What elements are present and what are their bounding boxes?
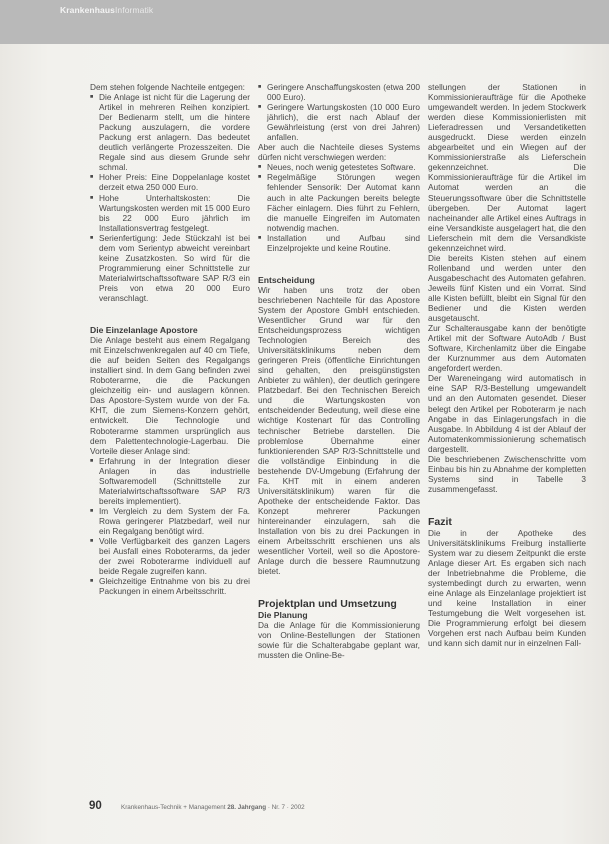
list-item: ■ Geringere Wartungskosten (10 000 Euro jährlich), die erst nach Ablauf der Gewährleistung (erst von drei Jahren) anfallen. bbox=[258, 102, 420, 142]
subsection-heading: Die Planung bbox=[258, 610, 308, 621]
footer-citation: Krankenhaus-Technik + Management 28. Jahrgang · Nr. 7 · 2002 bbox=[121, 804, 305, 811]
column-1 bbox=[90, 82, 250, 596]
list-item: ■ Die Anlage ist nicht für die Lagerung der Artikel in mehreren Reihen konzipiert. Der Bedienarm stellt, um die hintere Packung auszulagern, die vordere Packung erst anlagern. Das bedeutet deutlich verlängerte Prozesszeiten. Die Regale sind aus diesem Grunde sehr schmal. bbox=[90, 92, 250, 172]
advantages-list-cont bbox=[258, 82, 420, 142]
header-subtitle: Informatik bbox=[114, 5, 154, 15]
footer-journal: Krankenhaus-Technik + Management bbox=[121, 804, 226, 811]
paragraph: stellungen der Stationen in Kommissionieraufträge für die Apotheke umgewandelt werden. In jedem Stockwerk werden diese Kommissionierlisten mit Lieferadressen und Versandetiketten ausgedruckt. Diese werden einzeln abgearbeitet und ein Wiegen auf der Kommissionierstraße als Lieferschein gekennzeichnet. Die Kommissionieraufträge für die Artikel im Automat werden an die Steuerungssoftware über die Schnittstelle übergeben. Der Automat lagert nacheinander alle Artikel eines Auftrags in eine Versandkiste ausgelagert hat, die den Lieferschein mit dem die Versandkiste gekennzeichnet wird. bbox=[428, 82, 586, 253]
footer-issue: Nr. 7 · 2002 bbox=[271, 804, 305, 811]
paragraph: Da die Anlage für die Kommissionierung von Online-Bestellungen der Stationen sowie für die Schalterabgabe geplant war, mussten die Online-Be- bbox=[258, 620, 420, 661]
list-item: ■ Volle Verfügbarkeit des ganzen Lagers bei Ausfall eines Roboterarms, da jeder der zwei Roboterarme individuell auf beide Regale zugreifen kann. bbox=[90, 536, 250, 576]
disadvantages-list bbox=[90, 92, 250, 303]
section-title: Fazit bbox=[428, 515, 452, 528]
paragraph: Die bereits Kisten stehen auf einem Rollenband und werden unter den Ausgabeschacht des Automaten gefahren. Jeweils fünf Kisten und ein Vorrat. Sind alle Kisten befüllt, bleibt ein Signal für den Bediener und die Kisten werden ausgetauscht. bbox=[428, 252, 586, 324]
column-3 bbox=[428, 82, 586, 648]
list-item: ■ Gleichzeitige Entnahme von bis zu drei Packungen in einem Arbeitsschritt. bbox=[90, 576, 250, 596]
list-item: ■ Im Vergleich zu dem System der Fa. Rowa geringerer Platzbedarf, weil nur ein Regalgang benötigt wird. bbox=[90, 506, 250, 536]
paragraph: Dem stehen folgende Nachteile entgegen: bbox=[90, 82, 245, 92]
paragraph: Der Wareneingang wird automatisch in eine SAP R/3-Bestellung umgewandelt und an den Automaten gesendet. Dieser belegt den Artikel per Roboterarm je nach Angabe in das Einlagerungsfach in die Ausgabe. In Abbildung 4 ist der Ablauf der Automatenkommissionierung schematisch dargestellt. bbox=[428, 373, 586, 454]
advantages-list bbox=[90, 456, 250, 597]
footer-volume: 28. Jahrgang bbox=[227, 804, 267, 811]
list-item: ■ Regelmäßige Störungen wegen fehlender Sensorik: Der Automat kann auch in alte Packungen bereits belegte Fächer einlagern. Dies führt zu Fehlern, die manuelle Eingreifen im Automaten notwendig machen. bbox=[258, 172, 420, 232]
list-item: ■ Hohe Unterhaltskosten: Die Wartungskosten werden mit 15 000 Euro bis 22 000 Euro jährlich im Installationsvertrag festgelegt. bbox=[90, 193, 250, 233]
list-item: ■ Serienfertigung: Jede Stückzahl ist bei dem vom Serientyp abweicht vereinbart keine Zusatzkosten. So wird für die Programmierung einer Schnittstelle zur Materialwirtschaftssoftware SAP R/3 ein Preis von etwa 20 000 Euro veranschlagt. bbox=[90, 233, 250, 303]
paragraph: Die Anlage besteht aus einem Regalgang mit Einzelschwenkregalen auf 40 cm Tiefe, die auf beiden Seiten des Regalgangs installiert sind. In dem Gang befinden zwei Roboterarme, die die Packungen gleichzeitig ein- und auslagern können. Das Apostore-System wurde von der Fa. KHT, die zum Siemens-Konzern gehört, entwickelt. Die Technologie und Roboterarme stammen ursprünglich aus dem Palettentechnologie-Lagerbau. Die Vorteile dieser Anlage sind: bbox=[90, 335, 250, 456]
section-title: Projektplan und Umsetzung bbox=[258, 598, 397, 611]
header-bar bbox=[0, 0, 609, 44]
disadvantages-list bbox=[258, 162, 420, 252]
paragraph: Zur Schalterausgabe kann der benötigte Artikel mit der Software AutoAdb / Bust Software, Kirchenlamitz über die Eingabe der Kurznummer aus dem Automaten angefordert werden. bbox=[428, 323, 586, 374]
list-item: ■ Hoher Preis: Eine Doppelanlage kostet derzeit etwa 250 000 Euro. bbox=[90, 172, 250, 192]
paragraph: Die beschriebenen Zwischenschritte vom Einbau bis hin zu Abnahme der kompletten Systems sind in Tabelle 3 zusammengefasst. bbox=[428, 453, 586, 494]
column-2 bbox=[258, 82, 420, 660]
list-item: ■ Neues, noch wenig getestetes Software. bbox=[258, 162, 420, 172]
running-header bbox=[60, 5, 153, 15]
section-heading: Entscheidung bbox=[258, 274, 315, 285]
list-item: ■ Geringere Anschaffungskosten (etwa 200 000 Euro). bbox=[258, 82, 420, 102]
paragraph: Die in der Apotheke des Universitätsklinikums Freiburg installierte System war zu diesem Zeitpunkt die erste Anlage dieser Art. Es ergaben sich nach der Inbetriebnahme die Probleme, die systembedingt durch zu erwarten, wenn eine Anlage als Einzelanlage projektiert ist und keine Installation in einer Testumgebung die Welt vorgesehen ist. Die Programmierung erfolgt bei diesem Vorgehen erst nach Aufbau beim Kunden und kann sich damit nur in einzelnen Fall- bbox=[428, 527, 586, 649]
header-title: Krankenhaus bbox=[60, 5, 115, 15]
paragraph: Aber auch die Nachteile dieses Systems dürfen nicht verschwiegen werden: bbox=[258, 142, 420, 163]
paragraph: Wir haben uns trotz der oben beschriebenen Nachteile für das Apostore System der Apostore GmbH entschieden. Wesentlicher Grund war für den Entscheidungsprozess wichtigen Technologien Bereich des Universitätsklinikums neben dem geringeren Preis (öffentliche Einrichtungen sind gehalten, den preisgünstigsten Anbieter zu wählen), der deutlich geringere Platzbedarf. Bei den Technischen Bereich und die Wartungskosten von entscheidender Bedeutung, weil diese eine wichtige Kostenart für das Controlling technischer Betriebe darstellen. Die problemlose Übernahme einer funktionierenden SAP R/3-Schnittstelle und die vollständige Einbindung in die bestehende DV-Umgebung (Erfahrung der Fa. KHT mit in einem anderen Universitätsklinikum) waren für die Apotheke der entscheidende Faktor. Das Konzept mehrerer Packungen hintereinander einzulagern, sah die Installation von bis zu drei Packungen in einem Arbeitsschritt erschienen uns als wesentlicher Vorteil, weil so die Apostore-Anlage durch die bessere Raumnutzung bietet. bbox=[258, 284, 420, 577]
page-number: 90 bbox=[89, 800, 102, 812]
list-item: ■ Installation und Aufbau sind Einzelprojekte und keine Routine. bbox=[258, 233, 420, 253]
section-heading: Die Einzelanlage Apostore bbox=[90, 325, 198, 336]
list-item: ■ Erfahrung in der Integration dieser Anlagen in das industrielle Softwaremodell (Schnittstelle zur Materialwirtschaftssoftware SAP R/3 bereits implementiert). bbox=[90, 456, 250, 506]
